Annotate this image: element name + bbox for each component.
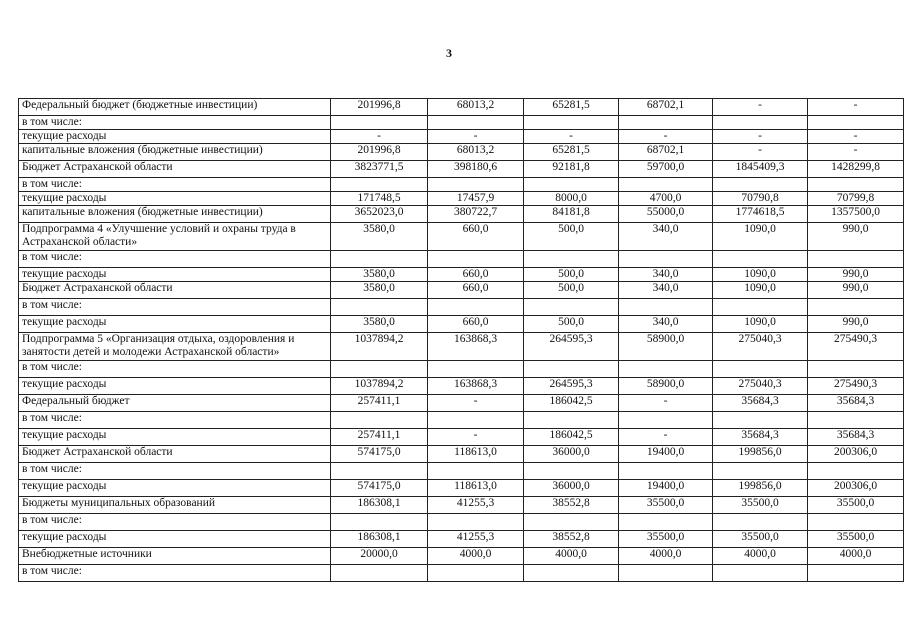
value-cell: 500,0 [524, 268, 619, 282]
value-cell [713, 565, 808, 582]
value-cell: 68702,1 [619, 144, 713, 161]
value-cell: 1090,0 [713, 282, 808, 299]
value-cell: 380722,7 [428, 206, 524, 223]
table-row [19, 565, 904, 582]
value-cell: 118613,0 [428, 480, 524, 497]
value-cell [713, 514, 808, 531]
value-cell [428, 116, 524, 130]
value-cell [619, 514, 713, 531]
value-cell [428, 178, 524, 192]
value-cell: 36000,0 [524, 446, 619, 463]
table-row [19, 395, 904, 412]
value-cell: 65281,5 [524, 99, 619, 116]
value-cell: 990,0 [808, 282, 904, 299]
table-row [19, 361, 904, 378]
row-label: Подпрограмма 5 «Организация отдыха, оздоровления и занятости детей и молодежи Астраханской области» [19, 333, 331, 361]
table-row [19, 497, 904, 514]
table-row [19, 446, 904, 463]
budget-table-body [19, 99, 904, 582]
value-cell: 186308,1 [331, 497, 428, 514]
value-cell: 38552,8 [524, 497, 619, 514]
value-cell: 35500,0 [808, 497, 904, 514]
value-cell [808, 514, 904, 531]
value-cell: 84181,8 [524, 206, 619, 223]
value-cell: - [808, 130, 904, 144]
value-cell [713, 361, 808, 378]
value-cell: 990,0 [808, 268, 904, 282]
value-cell: 3580,0 [331, 316, 428, 333]
value-cell: 163868,3 [428, 333, 524, 361]
value-cell [619, 116, 713, 130]
value-cell: 8000,0 [524, 192, 619, 206]
row-label: в том числе: [19, 463, 331, 480]
value-cell: 38552,8 [524, 531, 619, 548]
value-cell [331, 116, 428, 130]
value-cell: 398180,6 [428, 161, 524, 178]
value-cell: 3580,0 [331, 282, 428, 299]
value-cell [524, 299, 619, 316]
value-cell: 500,0 [524, 282, 619, 299]
row-label: капитальные вложения (бюджетные инвестиции) [19, 206, 331, 223]
value-cell [808, 116, 904, 130]
value-cell: 4000,0 [619, 548, 713, 565]
table-row [19, 463, 904, 480]
row-label: капитальные вложения (бюджетные инвестиции) [19, 144, 331, 161]
value-cell [428, 251, 524, 268]
table-row [19, 531, 904, 548]
row-label: в том числе: [19, 116, 331, 130]
value-cell: - [808, 99, 904, 116]
row-label: в том числе: [19, 251, 331, 268]
table-row [19, 429, 904, 446]
value-cell: - [713, 144, 808, 161]
value-cell: - [713, 130, 808, 144]
value-cell [428, 412, 524, 429]
value-cell: - [331, 130, 428, 144]
value-cell [428, 514, 524, 531]
value-cell: 4000,0 [524, 548, 619, 565]
value-cell: - [713, 99, 808, 116]
value-cell [428, 361, 524, 378]
table-row [19, 192, 904, 206]
value-cell [713, 299, 808, 316]
table-row [19, 251, 904, 268]
value-cell: 275040,3 [713, 333, 808, 361]
value-cell: 340,0 [619, 316, 713, 333]
value-cell [524, 463, 619, 480]
value-cell: 186042,5 [524, 429, 619, 446]
value-cell: 17457,9 [428, 192, 524, 206]
value-cell [524, 116, 619, 130]
value-cell: 41255,3 [428, 497, 524, 514]
value-cell: 4700,0 [619, 192, 713, 206]
value-cell: 35684,3 [808, 429, 904, 446]
value-cell [331, 299, 428, 316]
value-cell [713, 178, 808, 192]
table-row [19, 268, 904, 282]
table-row [19, 299, 904, 316]
value-cell: 171748,5 [331, 192, 428, 206]
value-cell: 574175,0 [331, 480, 428, 497]
value-cell [619, 463, 713, 480]
row-label: в том числе: [19, 178, 331, 192]
row-label: в том числе: [19, 565, 331, 582]
value-cell: 201996,8 [331, 99, 428, 116]
value-cell [428, 565, 524, 582]
value-cell [331, 251, 428, 268]
value-cell [331, 178, 428, 192]
row-label: текущие расходы [19, 429, 331, 446]
value-cell: 660,0 [428, 268, 524, 282]
table-row [19, 144, 904, 161]
value-cell [331, 412, 428, 429]
value-cell [619, 178, 713, 192]
value-cell [331, 565, 428, 582]
value-cell: 65281,5 [524, 144, 619, 161]
value-cell: 1037894,2 [331, 378, 428, 395]
row-label: в том числе: [19, 412, 331, 429]
value-cell: 3823771,5 [331, 161, 428, 178]
value-cell: 68702,1 [619, 99, 713, 116]
value-cell: 36000,0 [524, 480, 619, 497]
value-cell: 35684,3 [713, 395, 808, 412]
value-cell: 92181,8 [524, 161, 619, 178]
value-cell [524, 361, 619, 378]
value-cell: 275490,3 [808, 378, 904, 395]
value-cell [619, 565, 713, 582]
value-cell: 3652023,0 [331, 206, 428, 223]
table-row [19, 412, 904, 429]
value-cell: 200306,0 [808, 446, 904, 463]
row-label: Бюджет Астраханской области [19, 446, 331, 463]
value-cell: 35500,0 [713, 497, 808, 514]
table-row [19, 178, 904, 192]
value-cell: 1774618,5 [713, 206, 808, 223]
value-cell: 4000,0 [808, 548, 904, 565]
value-cell: 186042,5 [524, 395, 619, 412]
value-cell: 19400,0 [619, 446, 713, 463]
value-cell: 1090,0 [713, 268, 808, 282]
value-cell: 574175,0 [331, 446, 428, 463]
value-cell: 68013,2 [428, 99, 524, 116]
value-cell: 35684,3 [713, 429, 808, 446]
value-cell [428, 299, 524, 316]
value-cell: - [619, 395, 713, 412]
value-cell: 118613,0 [428, 446, 524, 463]
row-label: Бюджет Астраханской области [19, 161, 331, 178]
value-cell: 55000,0 [619, 206, 713, 223]
value-cell [808, 463, 904, 480]
value-cell [428, 463, 524, 480]
value-cell [808, 565, 904, 582]
value-cell [713, 463, 808, 480]
value-cell: 1090,0 [713, 223, 808, 251]
value-cell: 660,0 [428, 316, 524, 333]
value-cell: - [428, 395, 524, 412]
value-cell: 200306,0 [808, 480, 904, 497]
value-cell [331, 514, 428, 531]
value-cell: 500,0 [524, 223, 619, 251]
table-row [19, 206, 904, 223]
value-cell: 58900,0 [619, 333, 713, 361]
table-row [19, 223, 904, 251]
value-cell: 59700,0 [619, 161, 713, 178]
value-cell: 660,0 [428, 223, 524, 251]
value-cell: 340,0 [619, 282, 713, 299]
value-cell: - [619, 429, 713, 446]
table-row [19, 116, 904, 130]
table-row [19, 378, 904, 395]
value-cell: 264595,3 [524, 378, 619, 395]
row-label: текущие расходы [19, 531, 331, 548]
row-label: в том числе: [19, 514, 331, 531]
value-cell [524, 514, 619, 531]
row-label: текущие расходы [19, 130, 331, 144]
value-cell [619, 412, 713, 429]
value-cell: 4000,0 [713, 548, 808, 565]
row-label: Бюджеты муниципальных образований [19, 497, 331, 514]
value-cell: 3580,0 [331, 268, 428, 282]
value-cell: 1428299,8 [808, 161, 904, 178]
value-cell: 35500,0 [808, 531, 904, 548]
value-cell [331, 463, 428, 480]
table-row [19, 333, 904, 361]
page-number: 3 [446, 46, 452, 60]
value-cell: 660,0 [428, 282, 524, 299]
value-cell [713, 116, 808, 130]
value-cell: 990,0 [808, 223, 904, 251]
value-cell: - [619, 130, 713, 144]
table-row [19, 282, 904, 299]
value-cell: 340,0 [619, 223, 713, 251]
value-cell [808, 361, 904, 378]
value-cell: 1845409,3 [713, 161, 808, 178]
table-row [19, 99, 904, 116]
value-cell: 35684,3 [808, 395, 904, 412]
value-cell: 70790,8 [713, 192, 808, 206]
value-cell [713, 412, 808, 429]
value-cell [713, 251, 808, 268]
value-cell: 257411,1 [331, 429, 428, 446]
budget-table [18, 98, 904, 582]
value-cell: - [428, 130, 524, 144]
value-cell: 20000,0 [331, 548, 428, 565]
value-cell: 4000,0 [428, 548, 524, 565]
value-cell [619, 361, 713, 378]
value-cell [524, 565, 619, 582]
row-label: текущие расходы [19, 378, 331, 395]
value-cell: 1357500,0 [808, 206, 904, 223]
value-cell: 19400,0 [619, 480, 713, 497]
row-label: текущие расходы [19, 192, 331, 206]
row-label: текущие расходы [19, 480, 331, 497]
value-cell: 3580,0 [331, 223, 428, 251]
value-cell: 275490,3 [808, 333, 904, 361]
row-label: текущие расходы [19, 268, 331, 282]
value-cell [808, 178, 904, 192]
value-cell: 199856,0 [713, 446, 808, 463]
value-cell [524, 412, 619, 429]
row-label: Бюджет Астраханской области [19, 282, 331, 299]
value-cell: 340,0 [619, 268, 713, 282]
value-cell: 58900,0 [619, 378, 713, 395]
row-label: Федеральный бюджет [19, 395, 331, 412]
value-cell [524, 251, 619, 268]
value-cell [808, 251, 904, 268]
value-cell: 990,0 [808, 316, 904, 333]
row-label: в том числе: [19, 299, 331, 316]
value-cell: 35500,0 [713, 531, 808, 548]
row-label: Подпрограмма 4 «Улучшение условий и охраны труда в Астраханской области» [19, 223, 331, 251]
value-cell: 186308,1 [331, 531, 428, 548]
value-cell [619, 251, 713, 268]
value-cell [619, 299, 713, 316]
table-row [19, 130, 904, 144]
value-cell [808, 412, 904, 429]
value-cell: 68013,2 [428, 144, 524, 161]
value-cell: 500,0 [524, 316, 619, 333]
row-label: текущие расходы [19, 316, 331, 333]
value-cell [331, 361, 428, 378]
value-cell: 275040,3 [713, 378, 808, 395]
table-row [19, 316, 904, 333]
value-cell: - [524, 130, 619, 144]
row-label: в том числе: [19, 361, 331, 378]
table-row [19, 548, 904, 565]
value-cell [524, 178, 619, 192]
value-cell: 199856,0 [713, 480, 808, 497]
value-cell: 1090,0 [713, 316, 808, 333]
value-cell: 35500,0 [619, 497, 713, 514]
value-cell: 264595,3 [524, 333, 619, 361]
value-cell: 163868,3 [428, 378, 524, 395]
value-cell: - [808, 144, 904, 161]
table-row [19, 480, 904, 497]
table-row [19, 161, 904, 178]
value-cell: 201996,8 [331, 144, 428, 161]
value-cell: 41255,3 [428, 531, 524, 548]
value-cell: 35500,0 [619, 531, 713, 548]
row-label: Федеральный бюджет (бюджетные инвестиции) [19, 99, 331, 116]
value-cell: 1037894,2 [331, 333, 428, 361]
table-row [19, 514, 904, 531]
value-cell: - [428, 429, 524, 446]
value-cell [808, 299, 904, 316]
row-label: Внебюджетные источники [19, 548, 331, 565]
value-cell: 70799,8 [808, 192, 904, 206]
value-cell: 257411,1 [331, 395, 428, 412]
